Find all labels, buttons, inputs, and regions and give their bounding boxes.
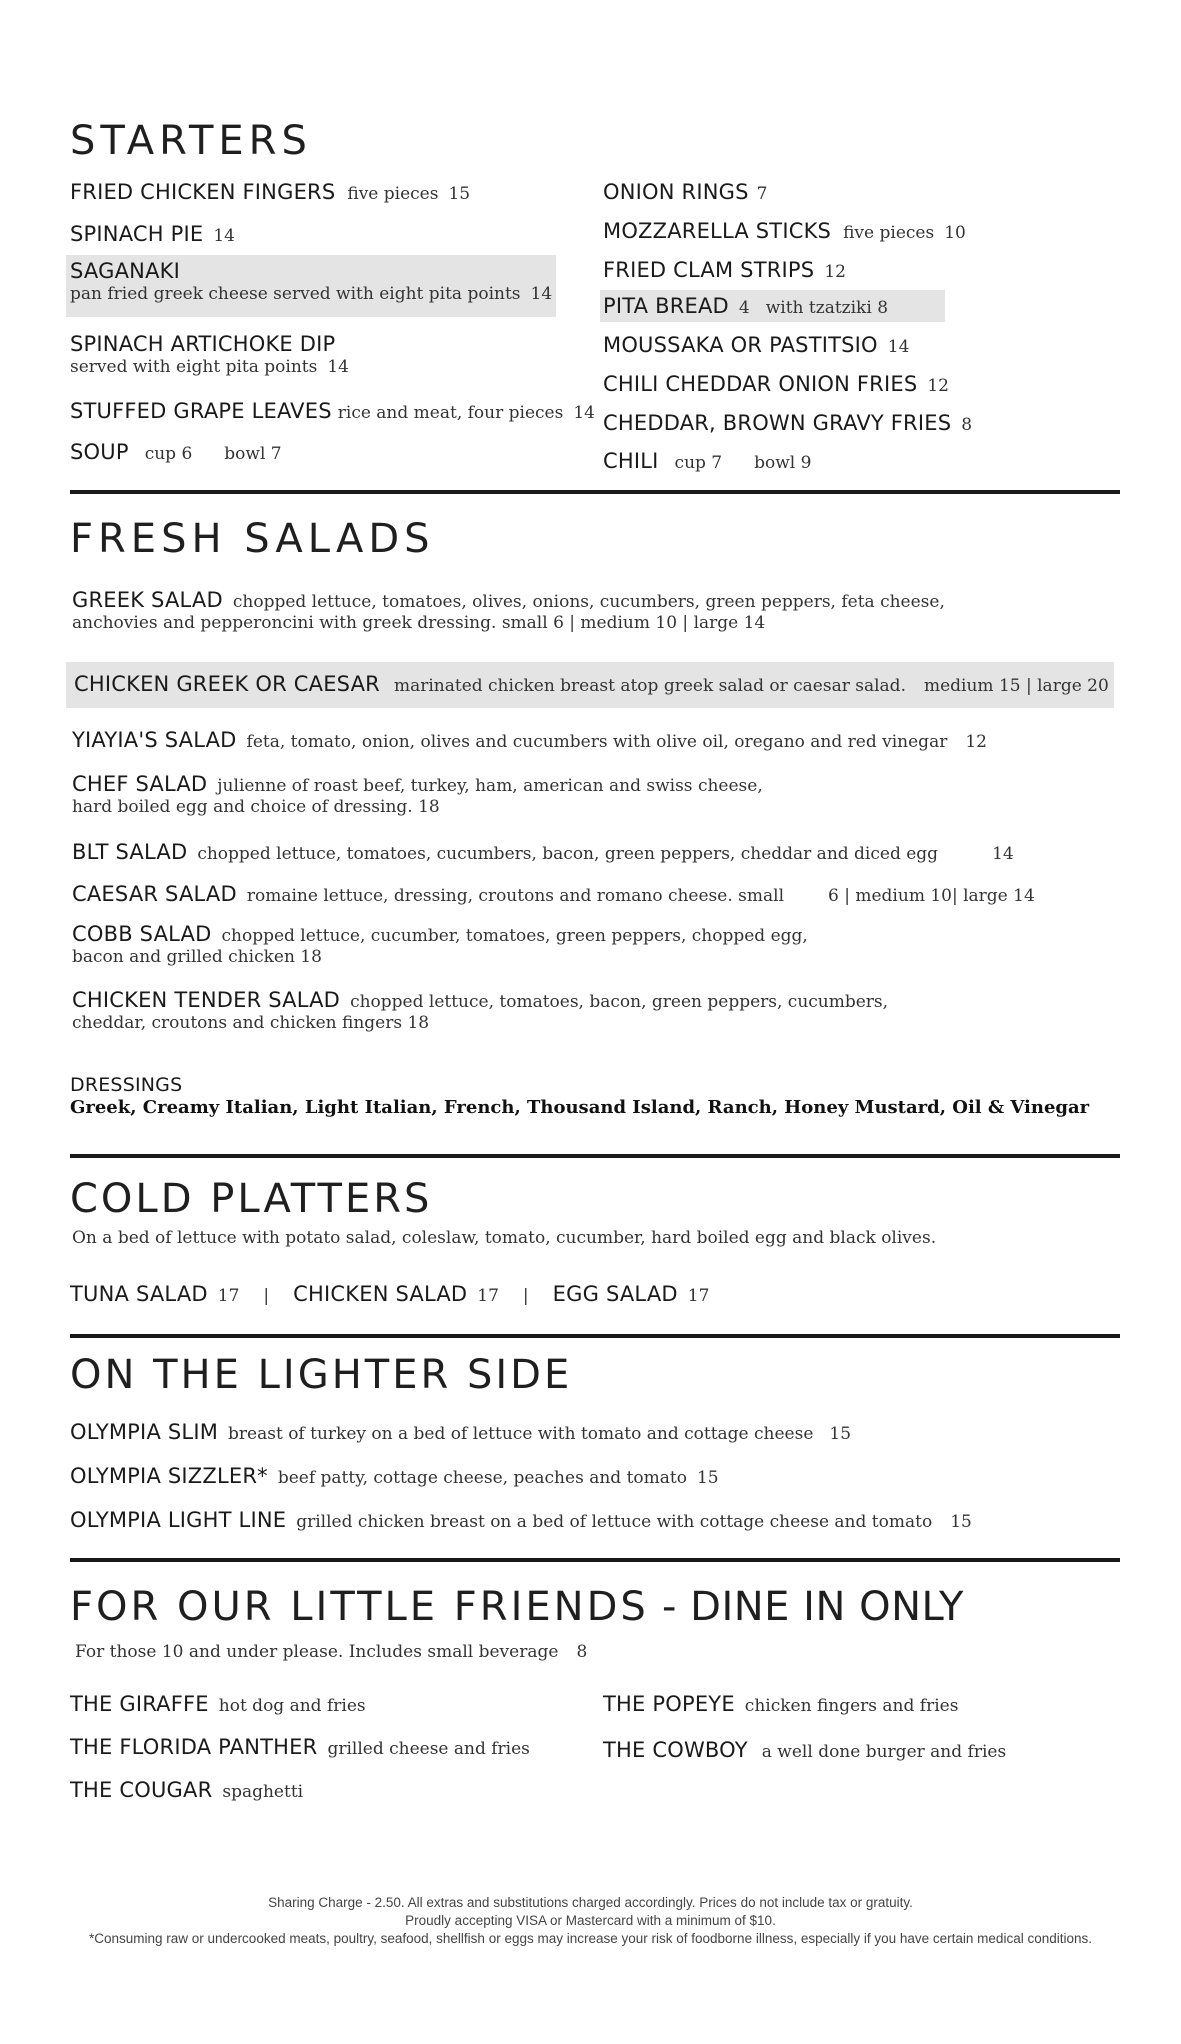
item-name: FRIED CLAM STRIPS bbox=[603, 258, 815, 282]
starter-item bbox=[603, 258, 846, 283]
salads-heading: FRESH SALADS bbox=[70, 516, 435, 562]
item-desc: romaine lettuce, dressing, croutons and romano cheese. small bbox=[246, 886, 785, 906]
item-price: 14 bbox=[327, 357, 349, 378]
starters-heading: STARTERS bbox=[70, 118, 312, 164]
item-desc: marinated chicken breast atop greek salad or caesar salad. bbox=[393, 676, 906, 696]
footer-consumer-advisory: *Consuming raw or undercooked meats, poultry, seafood, shellfish or eggs may increase your risk of foodborne illness, especially if you have certain medical conditions. bbox=[88, 1931, 1092, 1947]
salad-item bbox=[72, 988, 888, 1034]
item-price: 14 bbox=[573, 403, 595, 423]
starter-item bbox=[603, 180, 767, 205]
item-name: BLT SALAD bbox=[72, 840, 188, 864]
kids-heading bbox=[70, 1584, 964, 1630]
item-name: THE COUGAR bbox=[70, 1778, 213, 1802]
item-price: 10 bbox=[944, 223, 966, 243]
item-desc: pan fried greek cheese served with eight pita points bbox=[70, 284, 521, 305]
item-desc-secondary: bowl 9 bbox=[754, 453, 812, 473]
item-name: CHILI bbox=[603, 449, 659, 473]
item-price: 17 bbox=[217, 1286, 240, 1306]
starter-item bbox=[70, 222, 235, 247]
item-price: 17 bbox=[687, 1286, 710, 1306]
item-name: TUNA SALAD bbox=[70, 1282, 208, 1306]
item-name: OLYMPIA LIGHT LINE bbox=[70, 1508, 287, 1532]
salad-item bbox=[72, 882, 1035, 907]
item-name: COBB SALAD bbox=[72, 922, 212, 946]
item-name: OLYMPIA SLIM bbox=[70, 1420, 219, 1444]
starter-item bbox=[603, 411, 972, 436]
salad-item bbox=[74, 672, 1109, 697]
salad-item bbox=[72, 772, 763, 818]
starter-item bbox=[70, 259, 552, 305]
item-name: SPINACH PIE bbox=[70, 222, 204, 246]
item-price: 14 bbox=[887, 337, 910, 357]
item-price: 6 | medium 10| large 14 bbox=[828, 886, 1035, 906]
footer bbox=[0, 1894, 1181, 1949]
item-price: 12 bbox=[824, 262, 846, 282]
item-name: MOUSSAKA OR PASTITSIO bbox=[603, 333, 878, 357]
lighter-item bbox=[70, 1508, 972, 1533]
cold-platters-row bbox=[70, 1282, 709, 1307]
item-desc: rice and meat, four pieces bbox=[337, 403, 564, 423]
dressings-block bbox=[70, 1074, 1089, 1118]
kids-heading-suffix: - DINE IN ONLY bbox=[648, 1584, 964, 1630]
item-price: 15 bbox=[829, 1424, 852, 1444]
item-desc: hot dog and fries bbox=[218, 1696, 366, 1716]
item-desc: five pieces bbox=[843, 223, 935, 243]
item-name: CHILI CHEDDAR ONION FRIES bbox=[603, 372, 918, 396]
item-name: SAGANAKI bbox=[70, 259, 180, 283]
item-name: THE GIRAFFE bbox=[70, 1692, 209, 1716]
item-desc: with tzatziki 8 bbox=[765, 298, 889, 318]
item-name: THE POPEYE bbox=[603, 1692, 735, 1716]
kids-item bbox=[603, 1692, 958, 1717]
cold-platters-heading: COLD PLATTERS bbox=[70, 1176, 433, 1222]
item-price: 12 bbox=[965, 732, 987, 752]
footer-sharing-charge: Sharing Charge - 2.50. All extras and substitutions charged accordingly. Prices do not include tax or gratuity. bbox=[268, 1895, 913, 1910]
item-name: CHICKEN TENDER SALAD bbox=[72, 988, 341, 1012]
salad-item bbox=[72, 840, 1014, 865]
item-price: 14 bbox=[530, 284, 553, 305]
item-desc: grilled chicken breast on a bed of lettuce with cottage cheese and tomato bbox=[296, 1512, 933, 1532]
item-price: 15 bbox=[950, 1512, 972, 1532]
starter-item bbox=[603, 294, 888, 319]
item-name: SOUP bbox=[70, 440, 129, 464]
starter-item bbox=[603, 372, 949, 397]
section-divider bbox=[70, 1334, 1120, 1338]
item-name: GREEK SALAD bbox=[72, 588, 223, 612]
item-desc: spaghetti bbox=[222, 1782, 304, 1802]
item-name: EGG SALAD bbox=[552, 1282, 678, 1306]
section-divider bbox=[70, 1558, 1120, 1562]
item-desc: feta, tomato, onion, olives and cucumbers with olive oil, oregano and red vinegar bbox=[246, 732, 948, 752]
starter-item bbox=[70, 399, 595, 424]
item-price: 15 bbox=[448, 184, 471, 204]
item-price: 4 bbox=[738, 298, 750, 318]
separator: | bbox=[263, 1286, 270, 1306]
item-name: OLYMPIA SIZZLER* bbox=[70, 1464, 268, 1488]
salad-item bbox=[72, 922, 808, 968]
item-desc-line2: hard boiled egg and choice of dressing. 18 bbox=[72, 797, 440, 818]
item-desc: julienne of roast beef, turkey, ham, american and swiss cheese, bbox=[217, 776, 763, 796]
item-name: SPINACH ARTICHOKE DIP bbox=[70, 332, 336, 356]
lighter-side-heading: ON THE LIGHTER SIDE bbox=[70, 1352, 573, 1398]
cold-platters-intro: On a bed of lettuce with potato salad, coleslaw, tomato, cucumber, hard boiled egg and black olives. bbox=[72, 1228, 937, 1248]
item-desc: chicken fingers and fries bbox=[744, 1696, 959, 1716]
item-name: CAESAR SALAD bbox=[72, 882, 237, 906]
item-name: ONION RINGS bbox=[603, 180, 749, 204]
item-name: YIAYIA'S SALAD bbox=[72, 728, 237, 752]
item-name: CHEDDAR, BROWN GRAVY FRIES bbox=[603, 411, 952, 435]
lighter-item bbox=[70, 1420, 851, 1445]
item-name: STUFFED GRAPE LEAVES bbox=[70, 399, 332, 423]
item-name: MOZZARELLA STICKS bbox=[603, 219, 832, 243]
item-name: THE FLORIDA PANTHER bbox=[70, 1735, 318, 1759]
separator: | bbox=[522, 1286, 529, 1306]
salad-item bbox=[72, 588, 945, 634]
footer-payment: Proudly accepting VISA or Mastercard with a minimum of $10. bbox=[405, 1913, 776, 1929]
kids-item bbox=[70, 1735, 530, 1760]
kids-item bbox=[70, 1692, 366, 1717]
item-desc: beef patty, cottage cheese, peaches and tomato bbox=[277, 1468, 687, 1488]
lighter-item bbox=[70, 1464, 719, 1489]
dressings-label: DRESSINGS bbox=[70, 1074, 183, 1096]
item-desc-line2: anchovies and pepperoncini with greek dressing. small 6 | medium 10 | large 14 bbox=[72, 613, 766, 634]
starter-item bbox=[70, 440, 282, 465]
item-name: CHEF SALAD bbox=[72, 772, 208, 796]
kids-item bbox=[70, 1778, 303, 1803]
kids-intro bbox=[75, 1642, 587, 1662]
item-desc: five pieces bbox=[347, 184, 439, 204]
item-desc: cup 7 bbox=[674, 453, 723, 473]
starter-item bbox=[603, 449, 811, 474]
kids-item bbox=[603, 1738, 1006, 1763]
item-desc: a well done burger and fries bbox=[761, 1742, 1007, 1762]
starter-item bbox=[603, 219, 966, 244]
item-price: 8 bbox=[961, 415, 973, 435]
salad-item bbox=[72, 728, 987, 753]
kids-intro-price: 8 bbox=[576, 1642, 588, 1662]
starter-item bbox=[603, 333, 909, 358]
item-name: THE COWBOY bbox=[603, 1738, 748, 1762]
item-price: 14 bbox=[992, 844, 1014, 864]
item-desc: served with eight pita points bbox=[70, 357, 318, 378]
kids-heading-main: FOR OUR LITTLE FRIENDS bbox=[70, 1584, 649, 1630]
item-price: 7 bbox=[756, 184, 768, 204]
item-desc-secondary: bowl 7 bbox=[224, 444, 282, 464]
starter-item bbox=[70, 180, 470, 205]
item-desc: grilled cheese and fries bbox=[327, 1739, 530, 1759]
item-desc: chopped lettuce, tomatoes, olives, onions, cucumbers, green peppers, feta cheese, bbox=[232, 592, 945, 612]
item-price: 14 bbox=[213, 226, 235, 246]
item-desc-line2: bacon and grilled chicken 18 bbox=[72, 947, 322, 968]
item-price: medium 15 | large 20 bbox=[923, 676, 1109, 696]
item-desc: cup 6 bbox=[144, 444, 193, 464]
item-desc-line2: cheddar, croutons and chicken fingers 18 bbox=[72, 1013, 430, 1034]
item-name: PITA BREAD bbox=[603, 294, 729, 318]
item-name: FRIED CHICKEN FINGERS bbox=[70, 180, 336, 204]
item-name: CHICKEN GREEK OR CAESAR bbox=[74, 672, 380, 696]
item-desc: chopped lettuce, cucumber, tomatoes, green peppers, chopped egg, bbox=[221, 926, 808, 946]
item-desc: chopped lettuce, tomatoes, bacon, green peppers, cucumbers, bbox=[350, 992, 889, 1012]
item-price: 15 bbox=[696, 1468, 719, 1488]
kids-intro-text: For those 10 and under please. Includes small beverage bbox=[75, 1642, 559, 1662]
dressings-list: Greek, Creamy Italian, Light Italian, French, Thousand Island, Ranch, Honey Mustard, Oil & Vinegar bbox=[70, 1096, 1090, 1118]
section-divider bbox=[70, 1154, 1120, 1158]
item-desc: chopped lettuce, tomatoes, cucumbers, bacon, green peppers, cheddar and diced egg bbox=[197, 844, 939, 864]
item-name: CHICKEN SALAD bbox=[293, 1282, 468, 1306]
item-desc: breast of turkey on a bed of lettuce with tomato and cottage cheese bbox=[228, 1424, 814, 1444]
section-divider bbox=[70, 490, 1120, 494]
item-price: 17 bbox=[477, 1286, 499, 1306]
item-price: 12 bbox=[927, 376, 949, 396]
starter-item bbox=[70, 332, 349, 378]
